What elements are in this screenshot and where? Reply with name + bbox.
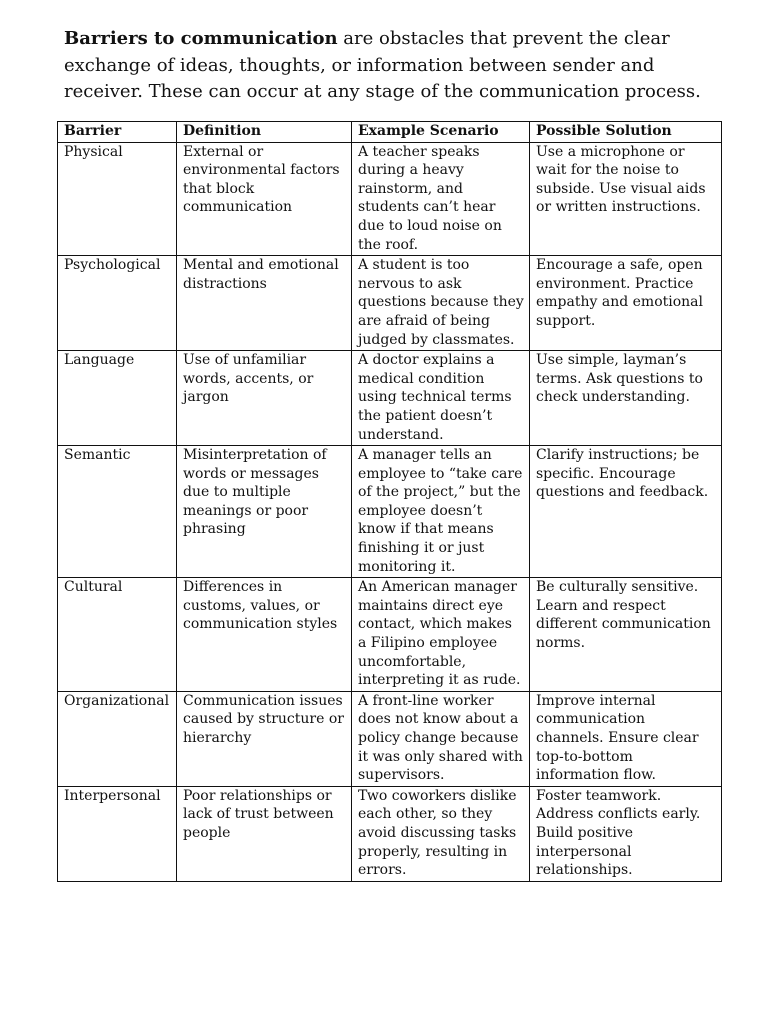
table-row	[58, 351, 722, 446]
cell-example: A front-line worker does not know about a policy change because it was only shared with supervisors.	[352, 691, 530, 786]
cell-barrier: Organizational	[58, 691, 177, 786]
cell-example: A doctor explains a medical condition using technical terms the patient doesn’t understand.	[352, 351, 530, 446]
cell-solution: Foster teamwork. Address conflicts early. Build positive interpersonal relationships.	[530, 786, 722, 881]
cell-solution: Be culturally sensitive. Learn and respect different communication norms.	[530, 578, 722, 692]
cell-barrier: Physical	[58, 142, 177, 256]
header-example-scenario: Example Scenario	[352, 122, 530, 143]
cell-barrier: Semantic	[58, 446, 177, 578]
cell-example: An American manager maintains direct eye contact, which makes a Filipino employee uncomfortable, interpreting it as rude.	[352, 578, 530, 692]
table-header-row	[58, 122, 722, 143]
cell-definition: Mental and emotional distractions	[177, 256, 352, 351]
cell-solution: Use simple, layman’s terms. Ask questions to check understanding.	[530, 351, 722, 446]
cell-definition: Misinterpretation of words or messages due to multiple meanings or poor phrasing	[177, 446, 352, 578]
header-possible-solution: Possible Solution	[530, 122, 722, 143]
cell-barrier: Interpersonal	[58, 786, 177, 881]
header-definition: Definition	[177, 122, 352, 143]
cell-solution: Encourage a safe, open environment. Practice empathy and emotional support.	[530, 256, 722, 351]
cell-solution: Use a microphone or wait for the noise to subside. Use visual aids or written instructions.	[530, 142, 722, 256]
intro-term: Barriers to communication	[64, 28, 338, 49]
cell-example: A student is too nervous to ask questions because they are afraid of being judged by classmates.	[352, 256, 530, 351]
intro-paragraph	[64, 26, 724, 106]
cell-example: A manager tells an employee to “take care of the project,” but the employee doesn’t know if that means finishing it or just monitoring it.	[352, 446, 530, 578]
barriers-table	[57, 121, 722, 882]
cell-definition: Poor relationships or lack of trust between people	[177, 786, 352, 881]
cell-example: A teacher speaks during a heavy rainstorm, and students can’t hear due to loud noise on the roof.	[352, 142, 530, 256]
table-row	[58, 578, 722, 692]
table-row	[58, 691, 722, 786]
intro-text: are obstacles that prevent the clear exchange of ideas, thoughts, or information between sender and receiver. These can occur at any stage of the communication process.	[64, 28, 701, 102]
table-row	[58, 446, 722, 578]
cell-barrier: Cultural	[58, 578, 177, 692]
cell-barrier: Language	[58, 351, 177, 446]
cell-solution: Clarify instructions; be specific. Encourage questions and feedback.	[530, 446, 722, 578]
table-row	[58, 786, 722, 881]
cell-definition: External or environmental factors that block communication	[177, 142, 352, 256]
cell-barrier: Psychological	[58, 256, 177, 351]
cell-example: Two coworkers dislike each other, so they avoid discussing tasks properly, resulting in errors.	[352, 786, 530, 881]
cell-definition: Use of unfamiliar words, accents, or jargon	[177, 351, 352, 446]
table-row	[58, 256, 722, 351]
cell-definition: Differences in customs, values, or communication styles	[177, 578, 352, 692]
cell-solution: Improve internal communication channels. Ensure clear top-to-bottom information flow.	[530, 691, 722, 786]
header-barrier: Barrier	[58, 122, 177, 143]
cell-definition: Communication issues caused by structure or hierarchy	[177, 691, 352, 786]
table-row	[58, 142, 722, 256]
